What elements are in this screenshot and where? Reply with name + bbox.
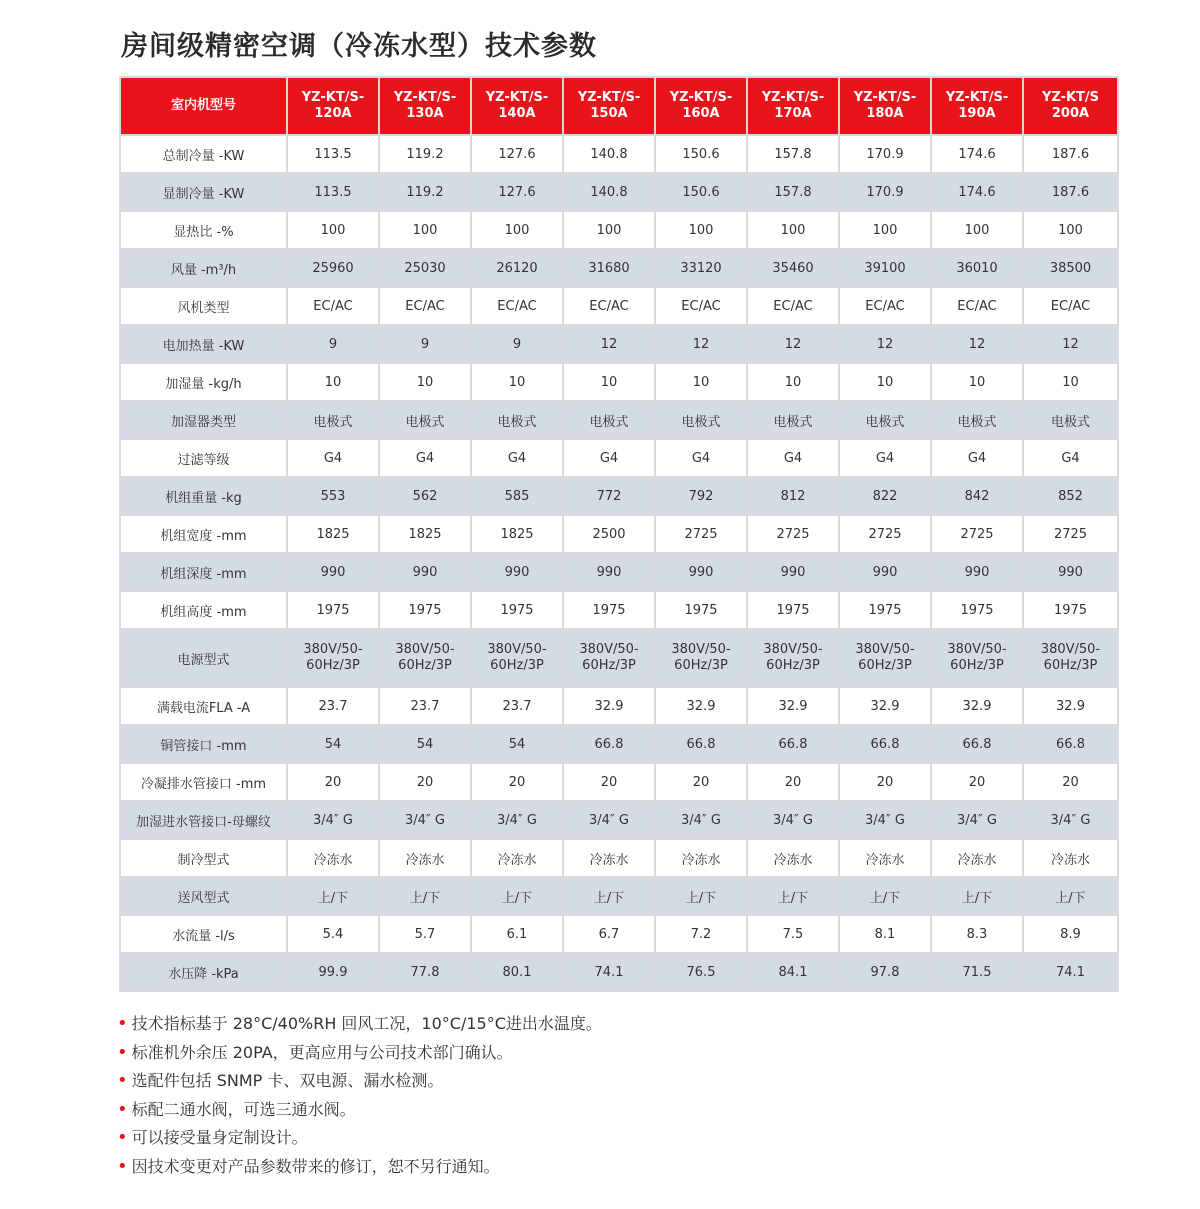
- value-cell: 8.3: [931, 915, 1023, 953]
- spec-table: [119, 76, 1119, 992]
- value-cell: 上/下: [1023, 877, 1118, 915]
- value-cell: 990: [379, 553, 471, 591]
- value-cell: 7.5: [747, 915, 839, 953]
- row-label: 机组高度 -mm: [120, 591, 287, 629]
- value-cell: 3/4″ G: [655, 801, 747, 839]
- table-row: [120, 763, 1118, 801]
- value-cell: 76.5: [655, 953, 747, 991]
- value-cell: 380V/50- 60Hz/3P: [839, 629, 931, 687]
- value-cell: 1975: [563, 591, 655, 629]
- value-cell: 119.2: [379, 173, 471, 211]
- value-cell: 74.1: [1023, 953, 1118, 991]
- value-cell: 10: [839, 363, 931, 401]
- table-row: [120, 477, 1118, 515]
- table-row: [120, 877, 1118, 915]
- row-label: 制冷型式: [120, 839, 287, 877]
- row-label: 满载电流FLA -A: [120, 687, 287, 725]
- value-cell: 380V/50- 60Hz/3P: [655, 629, 747, 687]
- value-cell: 上/下: [747, 877, 839, 915]
- value-cell: 冷冻水: [839, 839, 931, 877]
- row-label: 加湿量 -kg/h: [120, 363, 287, 401]
- value-cell: 20: [471, 763, 563, 801]
- value-cell: 100: [563, 211, 655, 249]
- value-cell: 66.8: [655, 725, 747, 763]
- value-cell: 66.8: [1023, 725, 1118, 763]
- value-cell: 66.8: [563, 725, 655, 763]
- value-cell: 553: [287, 477, 379, 515]
- note-text: 标准机外余压 20PA，更高应用与公司技术部门确认。: [131, 1042, 513, 1062]
- value-cell: EC/AC: [655, 287, 747, 325]
- table-row: [120, 287, 1118, 325]
- value-cell: 990: [655, 553, 747, 591]
- value-cell: 1975: [747, 591, 839, 629]
- value-cell: 113.5: [287, 135, 379, 173]
- value-cell: 电极式: [563, 401, 655, 439]
- header-label-cell: 室内机型号: [120, 77, 287, 135]
- value-cell: 2725: [839, 515, 931, 553]
- value-cell: EC/AC: [839, 287, 931, 325]
- row-label: 电加热量 -KW: [120, 325, 287, 363]
- notes-list: [117, 1010, 602, 1181]
- value-cell: 38500: [1023, 249, 1118, 287]
- row-label: 送风型式: [120, 877, 287, 915]
- value-cell: 380V/50- 60Hz/3P: [379, 629, 471, 687]
- page-title: 房间级精密空调（冷冻水型）技术参数: [121, 31, 597, 62]
- value-cell: EC/AC: [471, 287, 563, 325]
- value-cell: 上/下: [563, 877, 655, 915]
- value-cell: 12: [655, 325, 747, 363]
- value-cell: 842: [931, 477, 1023, 515]
- note-text: 选配件包括 SNMP 卡、双电源、漏水检测。: [131, 1071, 444, 1090]
- note-item: [117, 1039, 602, 1068]
- value-cell: 66.8: [931, 725, 1023, 763]
- value-cell: 冷冻水: [287, 839, 379, 877]
- bullet-icon: •: [117, 1127, 128, 1148]
- value-cell: 1975: [839, 591, 931, 629]
- value-cell: 990: [747, 553, 839, 591]
- note-item: [117, 1153, 602, 1182]
- table-row: [120, 839, 1118, 877]
- value-cell: 150.6: [655, 173, 747, 211]
- value-cell: 冷冻水: [931, 839, 1023, 877]
- value-cell: 36010: [931, 249, 1023, 287]
- value-cell: 380V/50- 60Hz/3P: [563, 629, 655, 687]
- value-cell: 电极式: [747, 401, 839, 439]
- value-cell: 20: [931, 763, 1023, 801]
- value-cell: 电极式: [379, 401, 471, 439]
- value-cell: 上/下: [931, 877, 1023, 915]
- value-cell: G4: [655, 439, 747, 477]
- value-cell: 174.6: [931, 135, 1023, 173]
- value-cell: 电极式: [655, 401, 747, 439]
- value-cell: 10: [471, 363, 563, 401]
- value-cell: 170.9: [839, 173, 931, 211]
- value-cell: 12: [931, 325, 1023, 363]
- value-cell: 上/下: [471, 877, 563, 915]
- value-cell: 2725: [747, 515, 839, 553]
- table-row: [120, 725, 1118, 763]
- bullet-icon: •: [117, 1155, 128, 1177]
- value-cell: 1975: [287, 591, 379, 629]
- value-cell: 冷冻水: [1023, 839, 1118, 877]
- value-cell: 电极式: [931, 401, 1023, 439]
- table-row: [120, 553, 1118, 591]
- value-cell: 127.6: [471, 173, 563, 211]
- value-cell: 8.9: [1023, 915, 1118, 953]
- value-cell: 77.8: [379, 953, 471, 991]
- value-cell: 822: [839, 477, 931, 515]
- note-item: [117, 1096, 602, 1125]
- value-cell: 66.8: [747, 725, 839, 763]
- value-cell: EC/AC: [1023, 287, 1118, 325]
- table-row: [120, 135, 1118, 173]
- value-cell: 电极式: [287, 401, 379, 439]
- value-cell: 54: [379, 725, 471, 763]
- value-cell: 1975: [655, 591, 747, 629]
- value-cell: EC/AC: [931, 287, 1023, 325]
- value-cell: G4: [1023, 439, 1118, 477]
- value-cell: G4: [471, 439, 563, 477]
- model-header-cell: YZ-KT/S- 140A: [471, 77, 563, 135]
- value-cell: 10: [563, 363, 655, 401]
- value-cell: G4: [287, 439, 379, 477]
- value-cell: 冷冻水: [471, 839, 563, 877]
- bullet-icon: •: [117, 1098, 128, 1120]
- table-row: [120, 801, 1118, 839]
- value-cell: EC/AC: [379, 287, 471, 325]
- table-row: [120, 687, 1118, 725]
- table-row: [120, 915, 1118, 953]
- table-body: [120, 135, 1118, 991]
- value-cell: 9: [379, 325, 471, 363]
- value-cell: 10: [655, 363, 747, 401]
- bullet-icon: •: [117, 1041, 128, 1063]
- table-row: [120, 515, 1118, 553]
- value-cell: 上/下: [655, 877, 747, 915]
- table-row: [120, 211, 1118, 249]
- value-cell: 1975: [379, 591, 471, 629]
- value-cell: 157.8: [747, 135, 839, 173]
- value-cell: 792: [655, 477, 747, 515]
- model-header-cell: YZ-KT/S 200A: [1023, 77, 1118, 135]
- value-cell: 100: [931, 211, 1023, 249]
- value-cell: 10: [747, 363, 839, 401]
- value-cell: 5.4: [287, 915, 379, 953]
- value-cell: 20: [839, 763, 931, 801]
- row-label: 电源型式: [120, 629, 287, 687]
- value-cell: 3/4″ G: [287, 801, 379, 839]
- value-cell: 6.1: [471, 915, 563, 953]
- value-cell: 174.6: [931, 173, 1023, 211]
- model-header-cell: YZ-KT/S- 150A: [563, 77, 655, 135]
- value-cell: 562: [379, 477, 471, 515]
- value-cell: 54: [287, 725, 379, 763]
- value-cell: 3/4″ G: [379, 801, 471, 839]
- value-cell: 380V/50- 60Hz/3P: [931, 629, 1023, 687]
- value-cell: 32.9: [839, 687, 931, 725]
- value-cell: 2500: [563, 515, 655, 553]
- note-text: 技术指标基于 28°C/40%RH 回风工况，10°C/15°C进出水温度。: [131, 1014, 602, 1033]
- value-cell: 上/下: [839, 877, 931, 915]
- value-cell: 170.9: [839, 135, 931, 173]
- value-cell: 电极式: [839, 401, 931, 439]
- value-cell: 1975: [1023, 591, 1118, 629]
- table-row: [120, 249, 1118, 287]
- row-label: 铜管接口 -mm: [120, 725, 287, 763]
- row-label: 显热比 -%: [120, 211, 287, 249]
- value-cell: 140.8: [563, 173, 655, 211]
- value-cell: G4: [839, 439, 931, 477]
- value-cell: 80.1: [471, 953, 563, 991]
- table-row: [120, 401, 1118, 439]
- value-cell: 20: [563, 763, 655, 801]
- note-text: 标配二通水阀，可选三通水阀。: [131, 1099, 356, 1119]
- value-cell: 23.7: [471, 687, 563, 725]
- row-label: 水压降 -kPa: [120, 953, 287, 991]
- value-cell: 20: [747, 763, 839, 801]
- table-row: [120, 629, 1118, 687]
- value-cell: 32.9: [563, 687, 655, 725]
- model-header-cell: YZ-KT/S- 160A: [655, 77, 747, 135]
- value-cell: 990: [931, 553, 1023, 591]
- note-text: 可以接受量身定制设计。: [131, 1128, 308, 1147]
- table-row: [120, 953, 1118, 991]
- value-cell: EC/AC: [747, 287, 839, 325]
- value-cell: 140.8: [563, 135, 655, 173]
- model-header-cell: YZ-KT/S- 130A: [379, 77, 471, 135]
- value-cell: 74.1: [563, 953, 655, 991]
- value-cell: 冷冻水: [379, 839, 471, 877]
- value-cell: 10: [931, 363, 1023, 401]
- value-cell: 20: [379, 763, 471, 801]
- row-label: 风量 -m³/h: [120, 249, 287, 287]
- table-row: [120, 439, 1118, 477]
- value-cell: EC/AC: [287, 287, 379, 325]
- value-cell: 100: [471, 211, 563, 249]
- value-cell: 10: [287, 363, 379, 401]
- value-cell: 2725: [1023, 515, 1118, 553]
- table-row: [120, 591, 1118, 629]
- value-cell: 10: [379, 363, 471, 401]
- value-cell: 冷冻水: [655, 839, 747, 877]
- value-cell: 7.2: [655, 915, 747, 953]
- value-cell: 3/4″ G: [839, 801, 931, 839]
- value-cell: 32.9: [747, 687, 839, 725]
- row-label: 冷凝排水管接口 -mm: [120, 763, 287, 801]
- row-label: 风机类型: [120, 287, 287, 325]
- row-label: 机组宽度 -mm: [120, 515, 287, 553]
- value-cell: 39100: [839, 249, 931, 287]
- model-header-cell: YZ-KT/S- 180A: [839, 77, 931, 135]
- value-cell: 990: [287, 553, 379, 591]
- row-label: 总制冷量 -KW: [120, 135, 287, 173]
- value-cell: 1975: [931, 591, 1023, 629]
- table-header-row: [120, 77, 1118, 135]
- model-header-cell: YZ-KT/S- 170A: [747, 77, 839, 135]
- value-cell: 99.9: [287, 953, 379, 991]
- table-row: [120, 363, 1118, 401]
- value-cell: 380V/50- 60Hz/3P: [471, 629, 563, 687]
- value-cell: 100: [655, 211, 747, 249]
- value-cell: 852: [1023, 477, 1118, 515]
- row-label: 机组深度 -mm: [120, 553, 287, 591]
- value-cell: 上/下: [379, 877, 471, 915]
- value-cell: 1825: [379, 515, 471, 553]
- value-cell: 380V/50- 60Hz/3P: [287, 629, 379, 687]
- value-cell: 812: [747, 477, 839, 515]
- value-cell: 20: [655, 763, 747, 801]
- value-cell: 100: [747, 211, 839, 249]
- value-cell: 冷冻水: [747, 839, 839, 877]
- value-cell: 84.1: [747, 953, 839, 991]
- value-cell: 9: [471, 325, 563, 363]
- note-text: 因技术变更对产品参数带来的修订，恕不另行通知。: [131, 1156, 500, 1176]
- value-cell: 97.8: [839, 953, 931, 991]
- value-cell: 119.2: [379, 135, 471, 173]
- value-cell: 33120: [655, 249, 747, 287]
- model-header-cell: YZ-KT/S- 120A: [287, 77, 379, 135]
- value-cell: 25960: [287, 249, 379, 287]
- value-cell: 1825: [287, 515, 379, 553]
- value-cell: 3/4″ G: [471, 801, 563, 839]
- value-cell: 5.7: [379, 915, 471, 953]
- note-item: [117, 1010, 602, 1039]
- value-cell: 32.9: [1023, 687, 1118, 725]
- value-cell: 10: [1023, 363, 1118, 401]
- value-cell: 2725: [655, 515, 747, 553]
- value-cell: 上/下: [287, 877, 379, 915]
- value-cell: 100: [287, 211, 379, 249]
- row-label: 水流量 -l/s: [120, 915, 287, 953]
- row-label: 加湿器类型: [120, 401, 287, 439]
- value-cell: 380V/50- 60Hz/3P: [1023, 629, 1118, 687]
- value-cell: 3/4″ G: [931, 801, 1023, 839]
- value-cell: 157.8: [747, 173, 839, 211]
- value-cell: 113.5: [287, 173, 379, 211]
- value-cell: 990: [1023, 553, 1118, 591]
- value-cell: 100: [839, 211, 931, 249]
- value-cell: 6.7: [563, 915, 655, 953]
- value-cell: 3/4″ G: [1023, 801, 1118, 839]
- value-cell: 187.6: [1023, 173, 1118, 211]
- row-label: 过滤等级: [120, 439, 287, 477]
- value-cell: 990: [471, 553, 563, 591]
- value-cell: 772: [563, 477, 655, 515]
- value-cell: 127.6: [471, 135, 563, 173]
- value-cell: 31680: [563, 249, 655, 287]
- row-label: 显制冷量 -KW: [120, 173, 287, 211]
- value-cell: 35460: [747, 249, 839, 287]
- value-cell: G4: [747, 439, 839, 477]
- value-cell: 8.1: [839, 915, 931, 953]
- value-cell: 3/4″ G: [563, 801, 655, 839]
- value-cell: 187.6: [1023, 135, 1118, 173]
- value-cell: 990: [839, 553, 931, 591]
- value-cell: 100: [379, 211, 471, 249]
- value-cell: 66.8: [839, 725, 931, 763]
- value-cell: 12: [1023, 325, 1118, 363]
- value-cell: 电极式: [471, 401, 563, 439]
- note-item: [117, 1067, 602, 1096]
- value-cell: G4: [931, 439, 1023, 477]
- row-label: 机组重量 -kg: [120, 477, 287, 515]
- note-item: [117, 1124, 602, 1153]
- value-cell: 12: [563, 325, 655, 363]
- value-cell: 71.5: [931, 953, 1023, 991]
- value-cell: 380V/50- 60Hz/3P: [747, 629, 839, 687]
- value-cell: 100: [1023, 211, 1118, 249]
- value-cell: EC/AC: [563, 287, 655, 325]
- value-cell: 20: [1023, 763, 1118, 801]
- bullet-icon: •: [117, 1070, 128, 1091]
- value-cell: 1975: [471, 591, 563, 629]
- table-row: [120, 173, 1118, 211]
- value-cell: 26120: [471, 249, 563, 287]
- value-cell: 12: [839, 325, 931, 363]
- value-cell: 54: [471, 725, 563, 763]
- value-cell: 23.7: [379, 687, 471, 725]
- value-cell: 冷冻水: [563, 839, 655, 877]
- value-cell: 3/4″ G: [747, 801, 839, 839]
- value-cell: 12: [747, 325, 839, 363]
- value-cell: 9: [287, 325, 379, 363]
- value-cell: 32.9: [655, 687, 747, 725]
- value-cell: 2725: [931, 515, 1023, 553]
- value-cell: G4: [563, 439, 655, 477]
- value-cell: 23.7: [287, 687, 379, 725]
- value-cell: 20: [287, 763, 379, 801]
- row-label: 加湿进水管接口-母螺纹: [120, 801, 287, 839]
- value-cell: 25030: [379, 249, 471, 287]
- value-cell: 150.6: [655, 135, 747, 173]
- value-cell: 电极式: [1023, 401, 1118, 439]
- model-header-cell: YZ-KT/S- 190A: [931, 77, 1023, 135]
- value-cell: 1825: [471, 515, 563, 553]
- value-cell: G4: [379, 439, 471, 477]
- value-cell: 32.9: [931, 687, 1023, 725]
- value-cell: 585: [471, 477, 563, 515]
- bullet-icon: •: [117, 1013, 128, 1034]
- value-cell: 990: [563, 553, 655, 591]
- table-row: [120, 325, 1118, 363]
